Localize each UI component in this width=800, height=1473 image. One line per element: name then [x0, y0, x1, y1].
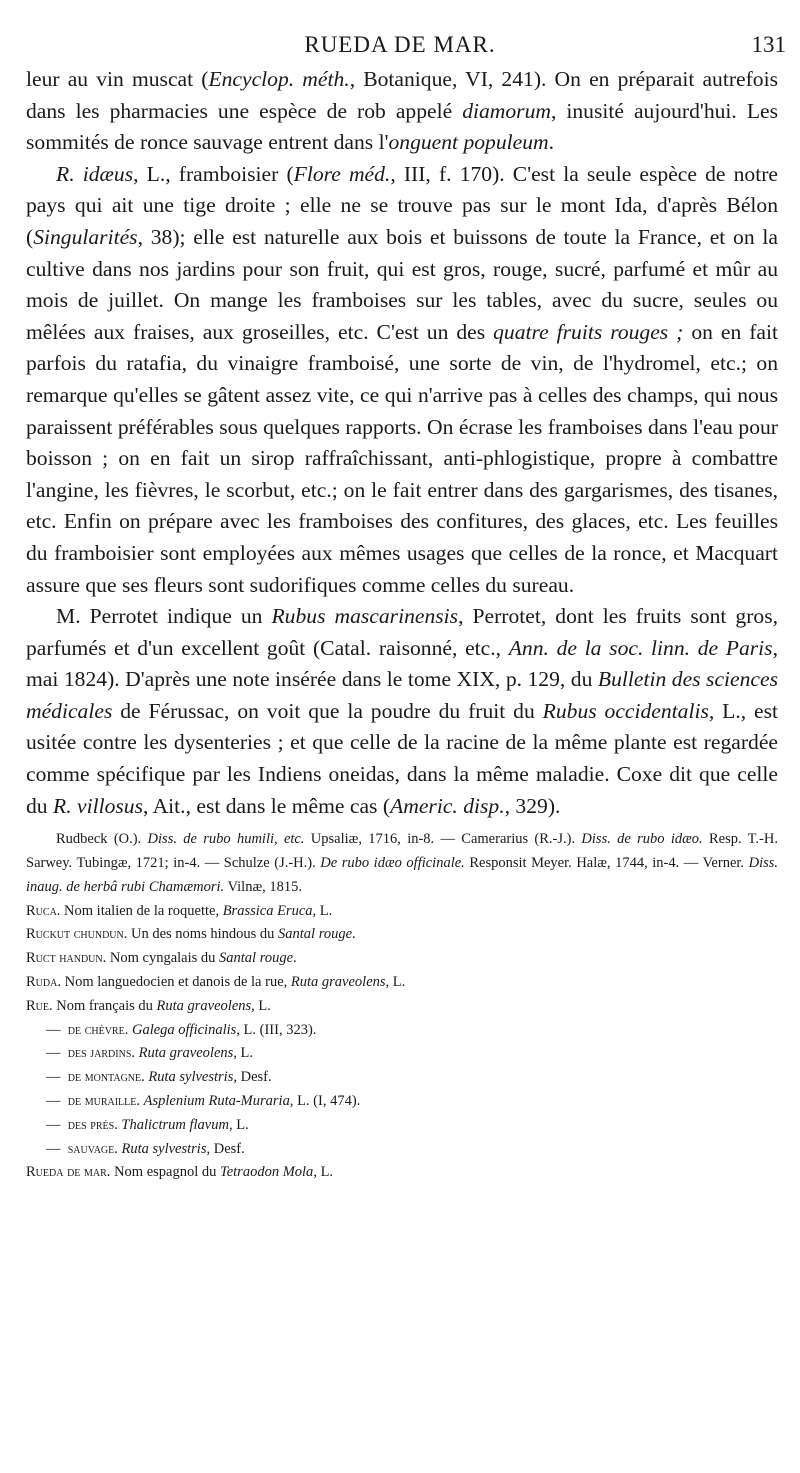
- main-text: [26, 64, 778, 1185]
- running-header: [0, 28, 800, 64]
- sub-entry-de-muraille: — de muraille. Asplenium Ruta-Muraria, L. (I, 474).: [46, 1093, 361, 1110]
- paragraph-1: leur au vin muscat (Encyclop. méth., Botanique, VI, 241). On en préparait autrefois dans les pharmacies une espèce de rob appelé diamorum, inusité aujourd'hui. Les sommités de ronce sauvage entrent dans l'onguent populeum.: [26, 67, 778, 155]
- dictionary-entries: [26, 828, 778, 1185]
- bibliography-note: Rudbeck (O.). Diss. de rubo humili, etc. Upsaliæ, 1716, in-8. — Camerarius (R.-J.). Diss. de rubo idæo. Resp. T.-H. Sarwey. Tubingæ, 1721; in-4. — Schulze (J.-H.). De rubo idæo officinale. Responsit Meyer. Halæ, 1744, in-4. — Verner. Diss. inaug. de herbâ rubi Chamæmori. Vilnæ, 1815.: [26, 831, 779, 895]
- entry-ruct-handun: Ruct handun. Nom cyngalais du Santal rouge.: [26, 950, 297, 967]
- sub-entry-des-jardins: — des jardins. Ruta graveolens, L.: [46, 1045, 254, 1062]
- entry-ruca: Ruca. Nom italien de la roquette, Brassica Eruca, L.: [26, 902, 333, 919]
- entry-ruckut-chundun: Ruckut chundun. Un des noms hindous du Santal rouge.: [26, 926, 356, 943]
- paragraph-3: M. Perrotet indique un Rubus mascarinensis, Perrotet, dont les fruits sont gros, parfumés et d'un excellent goût (Catal. raisonné, etc., Ann. de la soc. linn. de Paris, mai 1824). D'après une note insérée dans le tome XIX, p. 129, du Bulletin des sciences médicales de Férussac, on voit que la poudre du fruit du Rubus occidentalis, L., est usitée contre les dysenteries ; et que celle de la racine de la même plante est regardée comme spécifique par les Indiens oneidas, dans la même maladie. Coxe dit que celle du R. villosus, Ait., est dans le même cas (Americ. disp., 329).: [26, 604, 779, 818]
- sub-entry-des-pres: — des prés. Thalictrum flavum, L.: [46, 1116, 249, 1133]
- sub-entry-de-chevre: — de chèvre. Galega officinalis, L. (III, 323).: [46, 1021, 317, 1038]
- sub-entry-de-montagne: — de montagne. Ruta sylvestris, Desf.: [46, 1069, 272, 1086]
- page-number: 131: [751, 32, 786, 57]
- paragraph-2: R. idæus, L., framboisier (Flore méd., III, f. 170). C'est la seule espèce de notre pays qui ait une tige droite ; elle ne se trouve pas sur le mont Ida, d'après Bélon (Singularités, 38); elle est naturelle aux bois et buissons de toute la France, et on la cultive dans nos jardins pour son fruit, qui est gros, rouge, sucré, parfumé et mûr au mois de juillet. On mange les framboises sur les tables, avec du sucre, seules ou mêlées aux fraises, aux groseilles, etc. C'est un des quatre fruits rouges ; on en fait parfois du ratafia, du vinaigre framboisé, une sorte de vin, de l'hydromel, etc.; on remarque qu'elles se gâtent assez vite, ce qui n'arrive pas à celles des champs, qui nous paraissent préférables sous quelques rapports. On écrase les framboises dans l'eau pour boisson ; on en fait un sirop raffraîchissant, anti-phlogistique, propre à combattre l'angine, les fièvres, le scorbut, etc.; on le fait entrer dans des gargarismes, des tisanes, etc. Enfin on prépare avec les framboises des confitures, des glaces, etc. Les feuilles du framboisier sont employées aux mêmes usages que celles de la ronce, et Macquart assure que ses fleurs sont sudorifiques comme celles du sureau.: [26, 161, 778, 597]
- entry-rueda-de-mar: Rueda de mar. Nom espagnol du Tetraodon Mola, L.: [26, 1164, 334, 1181]
- entry-rue: Rue. Nom français du Ruta graveolens, L.: [26, 997, 271, 1014]
- sub-entry-sauvage: — sauvage. Ruta sylvestris, Desf.: [46, 1140, 245, 1157]
- running-title: RUEDA DE MAR.: [304, 32, 496, 57]
- entry-ruda: Ruda. Nom languedocien et danois de la rue, Ruta graveolens, L.: [26, 974, 406, 991]
